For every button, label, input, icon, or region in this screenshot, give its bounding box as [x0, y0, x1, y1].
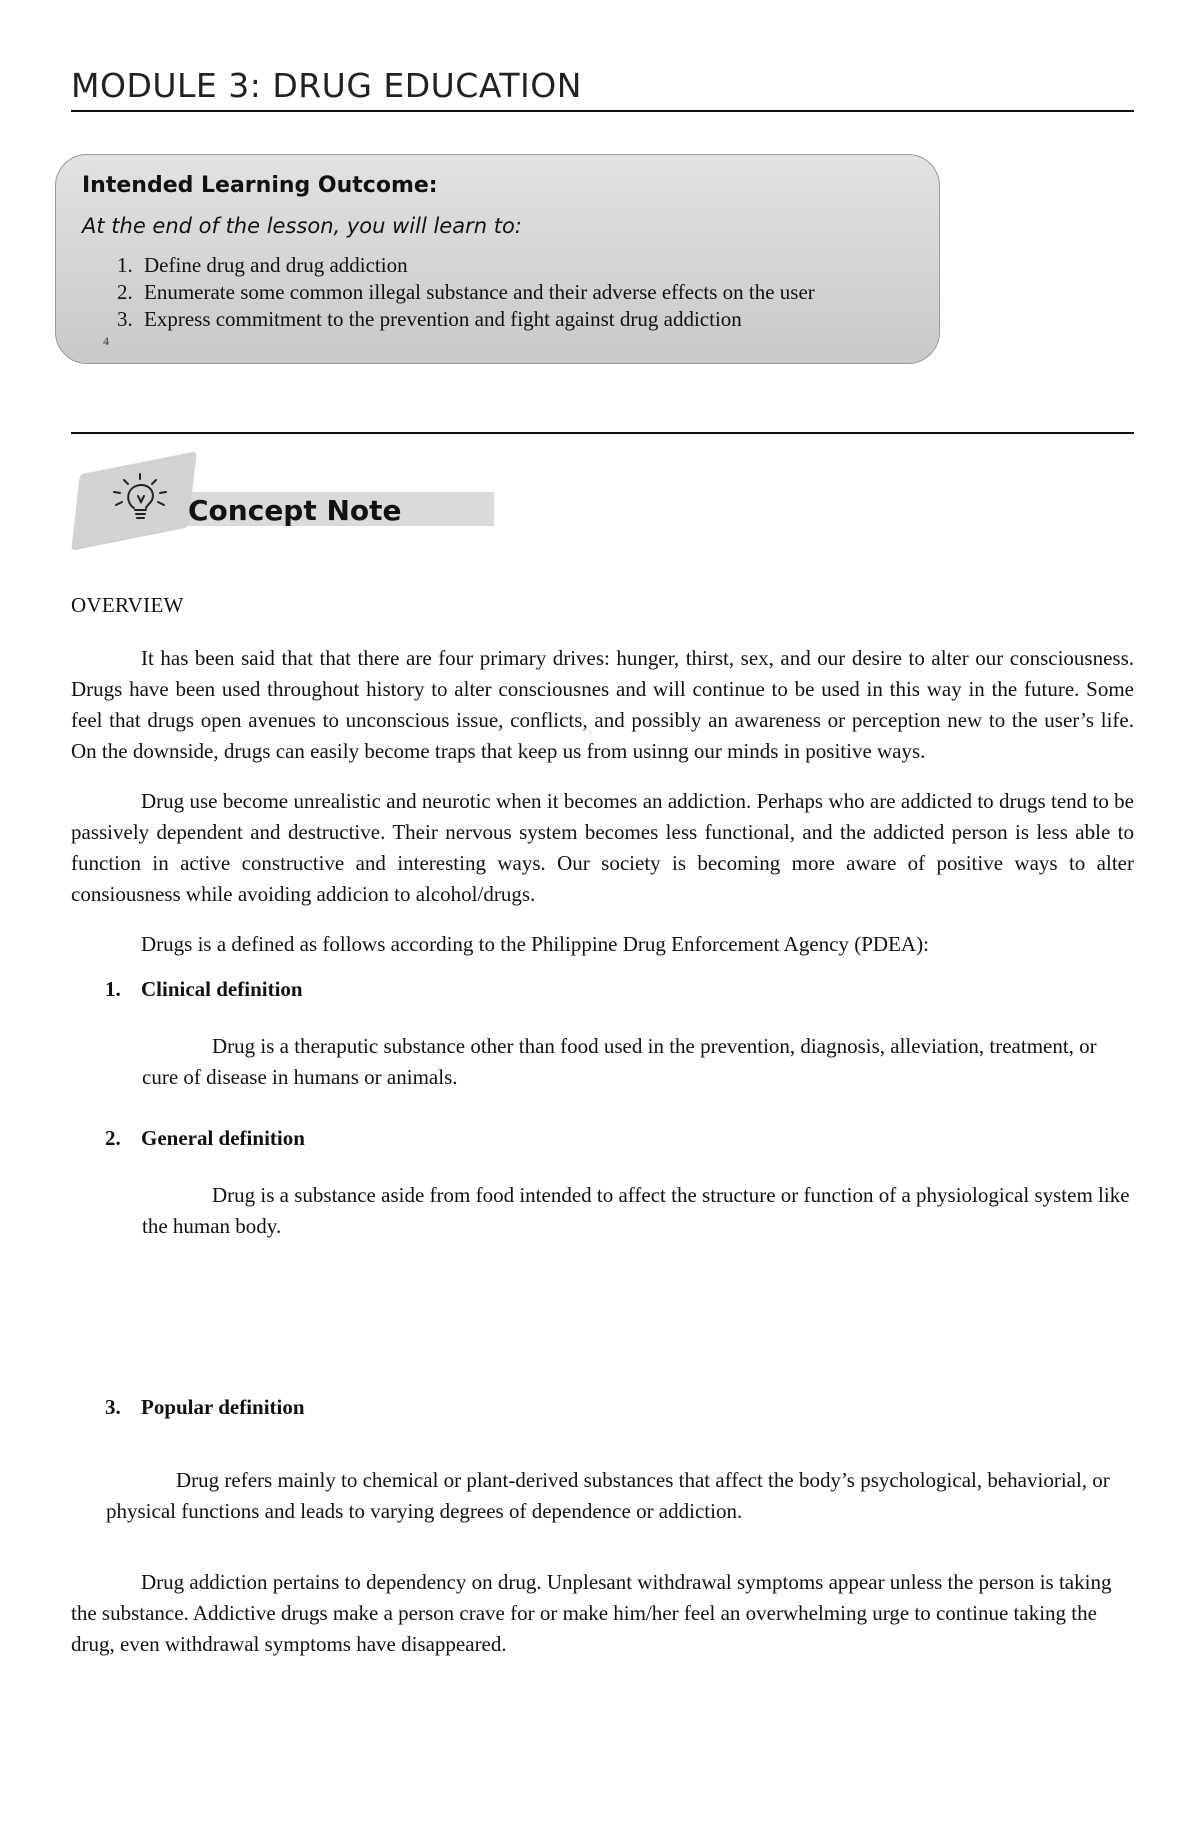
- definition-heading: [71, 1392, 1134, 1423]
- list-item-stub: 4: [103, 334, 109, 348]
- definition-body: Drug is a theraputic substance other than food used in the prevention, diagnosis, alleviation, treatment, or cure of disease in humans or animals.: [142, 1034, 1097, 1089]
- lightbulb-icon: [106, 470, 176, 530]
- concept-note-title: Concept Note: [188, 494, 402, 527]
- learning-outcome-list: [82, 252, 913, 333]
- definition-body: Drug refers mainly to chemical or plant-derived substances that affect the body’s psychological, behaviorial, or physical functions and leads to varying degrees of dependence or addiction.: [106, 1468, 1110, 1523]
- definition-label: Clinical definition: [141, 977, 303, 1001]
- learning-outcome-box: [55, 154, 940, 364]
- overview-paragraph: It has been said that that there are four primary drives: hunger, thirst, sex, and our desire to alter our consciousness. Drugs have been used throughout history to alter consciousnes and will continue to be used in this way in the future. Some feel that drugs open avenues to unconscious issue, conflicts, and possibly an awareness or perception new to the user’s life. On the downside, drugs can easily become traps that keep us from usinng our minds in positive ways.: [71, 646, 1134, 763]
- definition-label: General definition: [141, 1126, 305, 1150]
- definition-heading: [71, 1123, 1134, 1154]
- overview-heading: OVERVIEW: [71, 593, 184, 617]
- definition-number: 2.: [105, 1126, 121, 1150]
- section-divider: [71, 432, 1134, 434]
- concept-note-banner: [70, 458, 430, 558]
- definition-number: 1.: [105, 977, 121, 1001]
- overview-paragraph: Drugs is a defined as follows according to the Philippine Drug Enforcement Agency (PDEA):: [141, 932, 929, 956]
- title-divider: [71, 110, 1134, 112]
- addiction-paragraph: Drug addiction pertains to dependency on drug. Unplesant withdrawal symptoms appear unless the person is taking the substance. Addictive drugs make a person crave for or make him/her feel an overwhelming urge to continue taking the drug, even withdrawal symptoms have disappeared.: [71, 1570, 1112, 1656]
- definition-number: 3.: [105, 1395, 121, 1419]
- list-item: 3. Express commitment to the prevention and fight against drug addiction: [138, 306, 913, 333]
- definition-body: Drug is a substance aside from food intended to affect the structure or function of a physiological system like the human body.: [142, 1183, 1130, 1238]
- list-item: 1. Define drug and drug addiction: [138, 252, 913, 279]
- learning-outcome-subheading: At the end of the lesson, you will learn to:: [82, 214, 522, 238]
- definition-heading: [71, 974, 1134, 1005]
- definition-label: Popular definition: [141, 1395, 305, 1419]
- page-title: MODULE 3: DRUG EDUCATION: [71, 66, 582, 105]
- document-body: [71, 590, 1134, 1679]
- learning-outcome-heading: Intended Learning Outcome:: [82, 173, 438, 198]
- overview-paragraph: Drug use become unrealistic and neurotic when it becomes an addiction. Perhaps who are addicted to drugs tend to be passively dependent and destructive. Their nervous system becomes less functional, and the addicted person is less able to function in active constructive and interesting ways. Our society is becoming more aware of positive ways to alter consiousness while avoiding addicion to alcohol/drugs.: [71, 789, 1134, 906]
- list-item: 2. Enumerate some common illegal substance and their adverse effects on the user: [138, 279, 913, 306]
